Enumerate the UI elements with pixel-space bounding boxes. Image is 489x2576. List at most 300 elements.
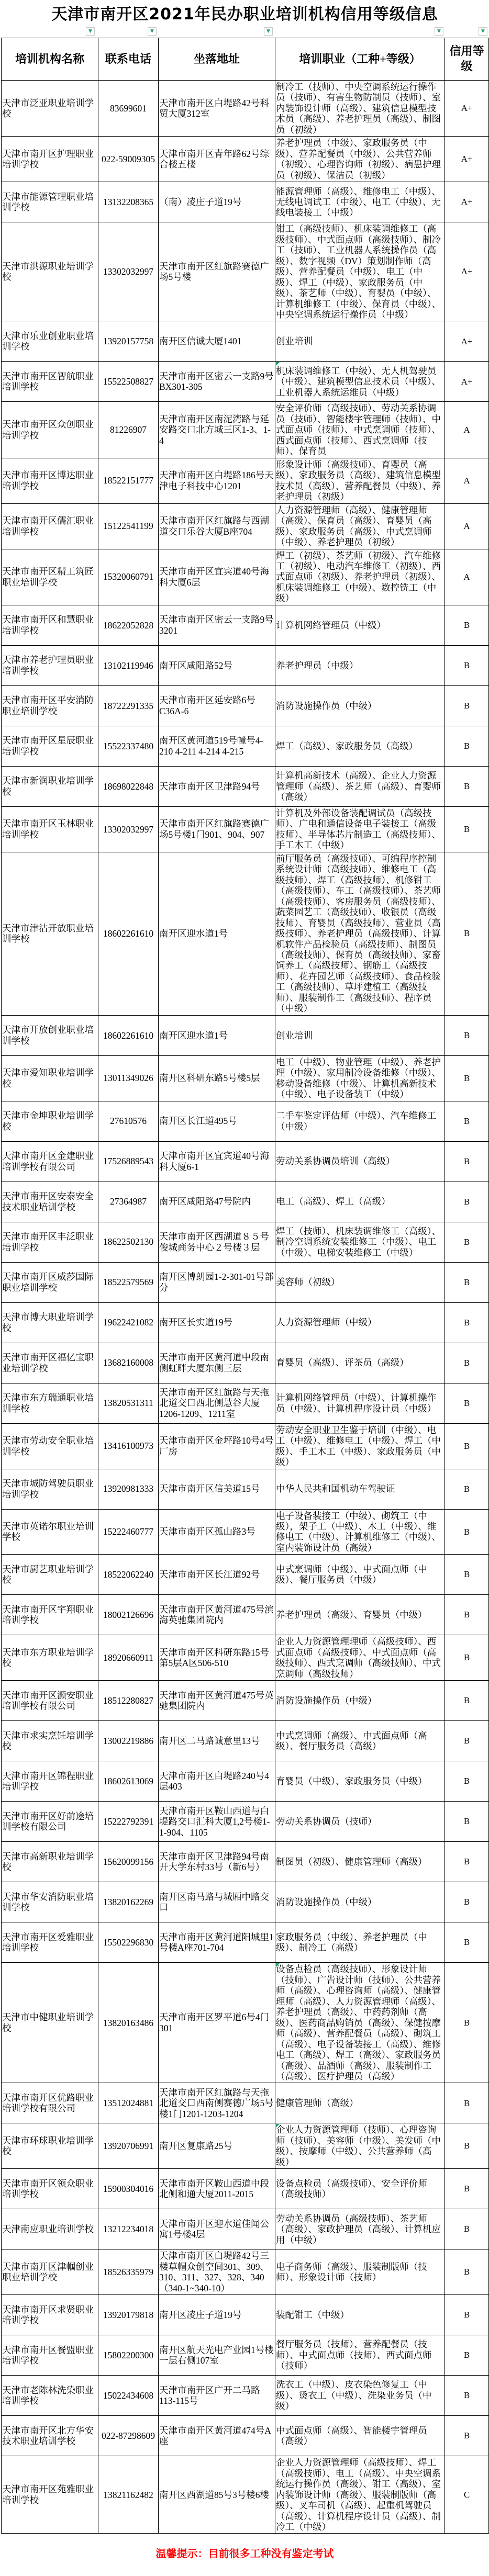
institution-name: 天津市南开区精工筑匠职业培训学校 xyxy=(2,549,98,605)
training-occupations: 电工（高级）、焊工（高级） xyxy=(275,1182,445,1222)
credit-rating-badge: B xyxy=(445,852,489,1015)
credit-rating-badge: A+ xyxy=(445,137,489,182)
institution-name: 天津市南开区丰泛职业培训学校 xyxy=(2,1222,98,1262)
credit-rating-badge: B xyxy=(445,1182,489,1222)
credit-rating-badge: B xyxy=(445,1383,489,1423)
training-occupations: 计算机网络管理员（中级） xyxy=(275,605,445,645)
table-row xyxy=(2,2456,489,2534)
filter-dropdown-icon: ▼ xyxy=(88,29,92,34)
institution-name: 天津市南开区护理职业培训学校 xyxy=(2,137,98,182)
contact-phone: 18622502130 xyxy=(98,1222,159,1262)
table-row xyxy=(2,1922,489,1963)
filter-dropdown-icon: ▼ xyxy=(437,29,441,34)
contact-phone: 83699601 xyxy=(98,81,159,137)
table-row xyxy=(2,1802,489,1842)
training-occupations: 创业培训 xyxy=(275,321,445,362)
address: 天津市南开区密云一支路9号BX301-305 xyxy=(159,362,275,402)
page-title: 天津市南开区2021年民办职业培训机构信用等级信息 xyxy=(51,5,438,24)
table-row xyxy=(2,549,489,605)
table-row xyxy=(2,766,489,806)
training-occupations: 安全评价师（高级技师）、劳动关系协调员（技师）、智能楼宇管理师（技师）、中式面点师（技师）、中式烹调师（技师）、西式面点师（技师）、西式烹调师（技师）、保育员 xyxy=(275,402,445,458)
institution-name: 天津市南开区儒汇职业培训学校 xyxy=(2,503,98,549)
table-row xyxy=(2,2209,489,2249)
credit-rating-badge: A+ xyxy=(445,321,489,362)
institution-name: 天津市南开区优路职业培训学校有限公司 xyxy=(2,2083,98,2123)
contact-phone: 13920157758 xyxy=(98,321,159,362)
address: 天津市南开区延安路6号C36A-6 xyxy=(159,685,275,726)
institution-name: 天津市南开区领众职业培训学校 xyxy=(2,2169,98,2209)
table-row xyxy=(2,321,489,362)
table-row xyxy=(2,2335,489,2376)
contact-phone: 18522151777 xyxy=(98,458,159,503)
credit-rating-badge: B xyxy=(445,1302,489,1343)
contact-phone: 022-87298609 xyxy=(98,2416,159,2456)
table-row xyxy=(2,1842,489,1882)
table-row xyxy=(2,1015,489,1055)
address: 南开区航天光电产业园1号楼一层右侧107室 xyxy=(159,2335,275,2376)
address: 天津市南开区罗平道6号4门301 xyxy=(159,1963,275,2083)
training-occupations: 人力资源管理师（高级）、健康管理师（高级）、保育员（高级）、育婴员（高级）、家政服务员（高级）、中式烹调师（中级）、养老护理员（初级） xyxy=(275,503,445,549)
institution-name: 天津市南开区苑雅职业培训学校 xyxy=(2,2456,98,2534)
table-row xyxy=(2,1761,489,1802)
institution-name: 天津市泛亚职业培训学校 xyxy=(2,81,98,137)
header-row xyxy=(2,38,489,81)
filter-button-phone[interactable] xyxy=(148,27,157,36)
address: 天津市南开区白堤路186号天津电子科技中心1201 xyxy=(159,458,275,503)
address: 天津市南开区宜宾道40号海科大厦6层 xyxy=(159,549,275,605)
training-occupations: 创业培训 xyxy=(275,1015,445,1055)
institution-name: 天津市爱知职业培训学校 xyxy=(2,1055,98,1101)
credit-rating-badge: B xyxy=(445,2083,489,2123)
credit-rating-badge: B xyxy=(445,2249,489,2295)
credit-rating-badge: B xyxy=(445,1423,489,1469)
table-row xyxy=(2,1469,489,1509)
contact-phone: 13002219886 xyxy=(98,1721,159,1761)
filter-bar xyxy=(1,27,488,38)
credit-rating-badge: B xyxy=(445,2209,489,2249)
contact-phone: 13820163486 xyxy=(98,1963,159,2083)
address: 天津市南开区西湖道８５号俊城商务中心２号楼３层 xyxy=(159,1222,275,1262)
credit-rating-badge: B xyxy=(445,2169,489,2209)
training-occupations: 企业人力资源管理师（高级技师）、焊工（高级技师）、电工（高级）、中央空调系统运行操作员（高级）、钳工（高级）、室内装饰设计师（高级）、服装制版师（高级）、叉车司机（高级）、起重机驾驶员（高级）、计算机程序设计员（高级）、制冷工（中级） xyxy=(275,2456,445,2534)
header-address: 坐落地址 xyxy=(159,38,275,81)
table-row xyxy=(2,1383,489,1423)
table-row xyxy=(2,458,489,503)
institution-name: 天津市南开区爱雅职业培训学校 xyxy=(2,1922,98,1963)
address: 天津市南开区红旗路与天拖北道交口西南侧赛德广场5号楼1门1201-1203-1204 xyxy=(159,2083,275,2123)
contact-phone: 18522579569 xyxy=(98,1262,159,1302)
table-row xyxy=(2,2083,489,2123)
credit-rating-badge: B xyxy=(445,2123,489,2169)
table-row xyxy=(2,1882,489,1922)
contact-phone: 15022434608 xyxy=(98,2376,159,2416)
institution-name: 天津市开放创业职业培训学校 xyxy=(2,1015,98,1055)
credit-rating-badge: B xyxy=(445,1635,489,1681)
table-row xyxy=(2,2249,489,2295)
contact-phone: 15222792391 xyxy=(98,1802,159,1842)
contact-phone: 18602613069 xyxy=(98,1761,159,1802)
training-occupations: 钳工（高级技师）、机床装调维修工（高级技师）、中式面点师（高级技师）、制冷工（技师）、工业机器人系统操作员（高级）、数字视频（DV）策划制作师（高级）、营养配餐员（中级）、电工（中级）、焊工（中级）、家政服务员（中级）、茶艺师（中级）、育婴员（中级）、计算机维修工（中级）、保育员（中级）、中央空调系统运行操作员（中级） xyxy=(275,222,445,321)
credit-rating-badge: B xyxy=(445,806,489,852)
institution-name: 天津市津沽开放职业培训学校 xyxy=(2,852,98,1015)
header-credit-rating: 信用等级 xyxy=(445,38,489,81)
training-occupations: 消防设施操作员（中级） xyxy=(275,1882,445,1922)
training-occupations: 健康管理师（高级） xyxy=(275,2083,445,2123)
institution-name: 天津市东方职业培训学校 xyxy=(2,1635,98,1681)
address: 天津市南开区红旗路与天拖北道交口西北侧慧谷大厦1206-1209、1211室 xyxy=(159,1383,275,1423)
training-occupations: 电工（中级）、物业管理（中级）、养老护理（中级）、家用制冷设备维修（中级）、移动设备维修（中级）、计算机高新技术（中级）、电子设备装工（中级） xyxy=(275,1055,445,1101)
address: 南开区科研东路5号楼5层 xyxy=(159,1055,275,1101)
table-row xyxy=(2,503,489,549)
contact-phone: 27610576 xyxy=(98,1101,159,1141)
address: 天津市南开区黄河道阳城里1号楼A座701-704 xyxy=(159,1922,275,1963)
credit-rating-badge: B xyxy=(445,1015,489,1055)
training-occupations: 能源管理师（高级）、维修电工（中级）、无线电调试工（中级）、电工（中级）、无线电装接工（中级） xyxy=(275,182,445,222)
credit-rating-badge: B xyxy=(445,1761,489,1802)
institution-name: 天津市老陈林洗染职业培训学校 xyxy=(2,2376,98,2416)
address: 天津市南开区鞍山西道中段北侧和通大厦2011-2015 xyxy=(159,2169,275,2209)
contact-phone: 13102119946 xyxy=(98,645,159,685)
address: 天津市南开区宜宾道40号海科大厦6-1 xyxy=(159,1141,275,1182)
credit-rating-badge: B xyxy=(445,766,489,806)
address: 天津市南开区鞍山西道与白堤路交口汇科大厦1,2号楼1-1-904、1105 xyxy=(159,1802,275,1842)
table-row xyxy=(2,1101,489,1141)
contact-phone: 15222460777 xyxy=(98,1509,159,1555)
institution-name: 天津市南开区安泰安全技术职业培训学校 xyxy=(2,1182,98,1222)
credit-rating-badge: B xyxy=(445,605,489,645)
credit-rating-badge: B xyxy=(445,1922,489,1963)
institution-name: 天津市华安消防职业培训学校 xyxy=(2,1882,98,1922)
training-occupations: 制图员（初级）、健康管理师（高级） xyxy=(275,1842,445,1882)
credit-rating-badge: B xyxy=(445,2335,489,2376)
table-row xyxy=(2,1141,489,1182)
filter-dropdown-icon: ▼ xyxy=(150,29,154,34)
address: 天津市南开区红旗路赛德广场5号楼 xyxy=(159,222,275,321)
training-occupations: 劳动关系协调员培训（高级） xyxy=(275,1141,445,1182)
address: 天津市南开区黄河道474号A座 xyxy=(159,2416,275,2456)
credit-rating-badge: A+ xyxy=(445,81,489,137)
training-occupations: 装配钳工（中级） xyxy=(275,2295,445,2335)
training-occupations: 消防设施操作员（中级） xyxy=(275,685,445,726)
training-occupations: 劳动关系协调员（技师） xyxy=(275,1802,445,1842)
header-contact-phone: 联系电话 xyxy=(98,38,159,81)
institution-name: 天津市博大职业培训学校 xyxy=(2,1302,98,1343)
address: 天津市南开区迎水道佳闻公寓1号楼4层 xyxy=(159,2209,275,2249)
header-training-occupation: 培训职业（工种+等级） xyxy=(275,38,445,81)
address: 南开区迎水道1号 xyxy=(159,852,275,1015)
address: 天津市南开区黄河道中段南侧虹畔大厦东侧三层 xyxy=(159,1343,275,1383)
address: 天津市南开区青年路62号综合楼五楼 xyxy=(159,137,275,182)
credit-rating-badge: A+ xyxy=(445,362,489,402)
institution-name: 天津市乐业创业职业培训学校 xyxy=(2,321,98,362)
training-occupations: 中华人民共和国机动车驾驶证 xyxy=(275,1469,445,1509)
table-row xyxy=(2,2123,489,2169)
credit-rating-badge: B xyxy=(445,1469,489,1509)
contact-phone: 13682160008 xyxy=(98,1343,159,1383)
address: 天津市南开区密云一支路9号3201 xyxy=(159,605,275,645)
address: 南开区长江道495号 xyxy=(159,1101,275,1141)
contact-phone: 13920706991 xyxy=(98,2123,159,2169)
credit-rating-badge: B xyxy=(445,1595,489,1635)
table-row xyxy=(2,1222,489,1262)
training-occupations: 养老护理员（高级）、育婴员（中级） xyxy=(275,1595,445,1635)
institution-name: 天津市南开区津帼创业职业培训学校 xyxy=(2,2249,98,2295)
notice-text: 温馨提示：目前很多工种没有鉴定考试 xyxy=(155,2547,334,2560)
institution-name: 天津市英诺尔职业培训学校 xyxy=(2,1509,98,1555)
contact-phone: 27364987 xyxy=(98,1182,159,1222)
address: 南开区复康路25号 xyxy=(159,2123,275,2169)
table-row xyxy=(2,182,489,222)
contact-phone: 18522062240 xyxy=(98,1555,159,1595)
credit-rating-badge: B xyxy=(445,2376,489,2416)
contact-phone: 15802200300 xyxy=(98,2335,159,2376)
credit-rating-badge: A+ xyxy=(445,222,489,321)
table-row xyxy=(2,645,489,685)
filter-dropdown-icon: ▼ xyxy=(481,29,485,34)
institution-name: 天津市新润职业培训学校 xyxy=(2,766,98,806)
address: 南开区长实道19号 xyxy=(159,1302,275,1343)
contact-phone: 15522337480 xyxy=(98,726,159,766)
table-row xyxy=(2,806,489,852)
institution-name: 天津市南开区金建职业培训学校有限公司 xyxy=(2,1141,98,1182)
address: 天津市南开区黄河道475号英驰集团院内 xyxy=(159,1681,275,1721)
institution-name: 天津市南开区智航职业培训学校 xyxy=(2,362,98,402)
training-occupations: 劳动关系协调员（高级技师）、茶艺师（高级）、家政护理员（高级）、计算机应用（中级） xyxy=(275,2209,445,2249)
training-occupations: 美容师（初级） xyxy=(275,1262,445,1302)
contact-phone: 18602261610 xyxy=(98,852,159,1015)
table-row xyxy=(2,1262,489,1302)
contact-phone: 13821162482 xyxy=(98,2456,159,2534)
institution-name: 天津市南开区玉林职业培训学校 xyxy=(2,806,98,852)
table-row xyxy=(2,362,489,402)
filter-button-rating[interactable] xyxy=(479,27,487,36)
training-occupations: 前厅服务员（高级技师）、可编程序控制系统设计师（高级技师）、维修电工（高级技师）、焊工（高级技师）、机修钳工（高级技师）、车工（高级技师）、茶艺师（高级技师）、客房服务员（高级技师）、蔬菜园艺工（高级技师）、收银员（高级技师）、育婴员（高级技师）、营业员（高级技师）、养老护理员（高级技师）、计算机软件产品检验员（高级技师）、制图员（高级技师）、保育员（高级技师）、家畜饲养工（高级技师）、钢筋工（高级技师）、花卉园艺师（高级技师）、食品检验工（高级技师）、草坪建植工（高级技师）、服装制作工（高级技师）、程序员（中级） xyxy=(275,852,445,1015)
training-occupations: 机床装调维修工（中级）、无人机驾驶员（中级）、建筑模型信息技术员（中级）、工业机器人系统运维员（中级） xyxy=(275,362,445,402)
filter-dropdown-icon: ▼ xyxy=(266,29,270,34)
rating-table xyxy=(1,38,489,2534)
table-row xyxy=(2,81,489,137)
training-occupations: 设备点检员（高级技师）、安全评价师（高级技师） xyxy=(275,2169,445,2209)
training-occupations: 企业人力资源管理理师（高级技师）、西式面点师（高级技师）、中式面点师（高级技师）、西式烹调师（高级技师）、中式烹调师（高级技师） xyxy=(275,1635,445,1681)
contact-phone: 15900304016 xyxy=(98,2169,159,2209)
table-row xyxy=(2,1635,489,1681)
contact-phone: 15502296830 xyxy=(98,1922,159,1963)
address: 南开区南马路与城厢中路交口 xyxy=(159,1882,275,1922)
table-row xyxy=(2,685,489,726)
header-institution-name: 培训机构名称 xyxy=(2,38,98,81)
credit-rating-badge: B xyxy=(445,1141,489,1182)
training-occupations: 焊工（高级）、家政服务员（高级） xyxy=(275,726,445,766)
institution-name: 天津市南开区求贤职业培训学校 xyxy=(2,2295,98,2335)
training-occupations: 焊工（技师）、机床装调维修工（高级）、制冷空调系统安装维修工（中级）、电工（中级）、电梯安装维修工（中级） xyxy=(275,1222,445,1262)
institution-name: 天津市东方瑞通职业培训学校 xyxy=(2,1383,98,1423)
contact-phone: 18920660911 xyxy=(98,1635,159,1681)
address: 天津市南开区红旗路赛德广场5号楼1门901、904、907 xyxy=(159,806,275,852)
credit-rating-badge: B xyxy=(445,1101,489,1141)
address: 天津市南开区科研东路15号第5层A区506-510 xyxy=(159,1635,275,1681)
training-occupations: 养老护理员（中级）、家政服务员（中级）、营养配餐员（中级）、公共营养师（初级）、心理咨询师（初级）、病患护理员（初级）、保洁员（初级） xyxy=(275,137,445,182)
credit-rating-badge: B xyxy=(445,1882,489,1922)
contact-phone: 18512280827 xyxy=(98,1681,159,1721)
training-occupations: 洗衣工（中级）、皮衣染色修复工（中级）、烫衣工（中级）、洗染业务员（中级） xyxy=(275,2376,445,2416)
table-row xyxy=(2,852,489,1015)
address: 天津市南开区白堤路42号科贸大厦312室 xyxy=(159,81,275,137)
credit-rating-badge: B xyxy=(445,1555,489,1595)
institution-name: 天津市厨艺职业培训学校 xyxy=(2,1555,98,1595)
contact-phone: 13512024881 xyxy=(98,2083,159,2123)
credit-rating-badge: B xyxy=(445,726,489,766)
training-occupations: 中式面点师（高级）、智能楼宇管理员（高级） xyxy=(275,2416,445,2456)
address: 南开区黄河道519号幢号4-210 4-211 4-214 4-215 xyxy=(159,726,275,766)
credit-rating-badge: A+ xyxy=(445,182,489,222)
institution-name: 天津南应职业培训学校 xyxy=(2,2209,98,2249)
institution-name: 天津市高新职业培训学校 xyxy=(2,1842,98,1882)
institution-name: 天津市劳动安全职业培训学校 xyxy=(2,1423,98,1469)
institution-name: 天津市南开区星辰职业培训学校 xyxy=(2,726,98,766)
institution-name: 天津市环球职业培训学校 xyxy=(2,2123,98,2169)
contact-phone: 15320060791 xyxy=(98,549,159,605)
address: 天津市南开区红旗路与西湖道交口乐谷大厦B座704 xyxy=(159,503,275,549)
table-row xyxy=(2,1343,489,1383)
institution-name: 天津市城防驾驶员职业培训学校 xyxy=(2,1469,98,1509)
contact-phone: 13920981333 xyxy=(98,1469,159,1509)
institution-name: 天津市南开区威莎国际职业培训学校 xyxy=(2,1262,98,1302)
address: 天津市南开区白堤路42号三楼草帽众创空间301、309、310、311、327、328、340（340-1~340-10） xyxy=(159,2249,275,2295)
institution-name: 天津市南开区餐盟职业培训学校 xyxy=(2,2335,98,2376)
table-row xyxy=(2,1963,489,2083)
institution-name: 天津市南开区众创职业培训学校 xyxy=(2,402,98,458)
training-occupations: 设备点检员（高级技师）、形象设计师（技师）、广告设计师（技师）、公共营养师（高级）、心理咨询师（高级）、健康管理师（高级）、人力资源管理师（高级）、养老护理员（高级）、中药药剂师（高级）、医药商品购销员（高级）、保健按摩师（高级）、营养配餐员（高级）、砌筑工（高级）、电子设备装接工（高级）、维修电工（高级）、焊工（高级）、家政服务员（高级）、品酒师（高级）、服装制作工（高级）、医疗护理员（高级） xyxy=(275,1963,445,2083)
credit-rating-badge: A xyxy=(445,503,489,549)
table-row xyxy=(2,605,489,645)
training-occupations: 消防设施操作员（中级） xyxy=(275,1681,445,1721)
table-row xyxy=(2,2416,489,2456)
contact-phone: 022-59009305 xyxy=(98,137,159,182)
contact-phone: 13302032997 xyxy=(98,222,159,321)
address: 南开区咸阳路47号院内 xyxy=(159,1182,275,1222)
credit-rating-badge: B xyxy=(445,1963,489,2083)
training-occupations: 二手车鉴定评估师（中级）、汽车维修工（中级） xyxy=(275,1101,445,1141)
credit-rating-badge: B xyxy=(445,2295,489,2335)
address: 南开区二马路诚意里13号 xyxy=(159,1721,275,1761)
address: 南开区博朗园1-2-301-01号部分 xyxy=(159,1262,275,1302)
institution-name: 天津市南开区福亿宝职业培训学校 xyxy=(2,1343,98,1383)
filter-button-occupation[interactable] xyxy=(435,27,443,36)
contact-phone: 18622052828 xyxy=(98,605,159,645)
contact-phone: 15522508827 xyxy=(98,362,159,402)
table-row xyxy=(2,1509,489,1555)
credit-rating-badge: C xyxy=(445,2456,489,2534)
address: 天津市南开区信美道15号 xyxy=(159,1469,275,1509)
filter-button-institution[interactable] xyxy=(86,27,95,36)
table-row xyxy=(2,726,489,766)
training-occupations: 餐厅服务员（技师）、营养配餐员（技师）、中式面点师（技师）、西式面点师（技师） xyxy=(275,2335,445,2376)
table-body xyxy=(2,81,489,2534)
address: 天津市南开区黄河道475号滨海英驰集团院内 xyxy=(159,1595,275,1635)
credit-rating-badge: B xyxy=(445,645,489,685)
address: 天津市南开区卫津路94号 xyxy=(159,766,275,806)
training-occupations: 电子商务师（高级）、服装制版师（技师）、形象设计师（技师） xyxy=(275,2249,445,2295)
address: 南开区咸阳路52号 xyxy=(159,645,275,685)
contact-phone: 13416100973 xyxy=(98,1423,159,1469)
institution-name: 天津市南开区宇翔职业培训学校 xyxy=(2,1595,98,1635)
institution-name: 天津市金坤职业培训学校 xyxy=(2,1101,98,1141)
training-occupations: 养老护理员（中级） xyxy=(275,645,445,685)
credit-rating-badge: A xyxy=(445,402,489,458)
training-occupations: 焊工（初级）、茶艺师（初级）、汽车维修工（初级）、电动汽车维修工（初级）、西式面点师（初级）、养老护理员（初级）、机床装调维修工（中级）、数控铣工（中级） xyxy=(275,549,445,605)
credit-rating-badge: B xyxy=(445,1681,489,1721)
credit-rating-badge: A xyxy=(445,549,489,605)
contact-phone: 18698022848 xyxy=(98,766,159,806)
credit-rating-badge: B xyxy=(445,1055,489,1101)
credit-rating-badge: B xyxy=(445,1509,489,1555)
contact-phone: 18722291335 xyxy=(98,685,159,726)
address: 天津市南开区南泥湾路与延安路交口北方城三区1-3、1-4 xyxy=(159,402,275,458)
table-row xyxy=(2,1423,489,1469)
table-row xyxy=(2,1595,489,1635)
credit-rating-badge: B xyxy=(445,1802,489,1842)
institution-name: 天津市能源管理职业培训学校 xyxy=(2,182,98,222)
credit-rating-badge: B xyxy=(445,685,489,726)
table-row xyxy=(2,1555,489,1595)
address: 天津市南开区长江道92号 xyxy=(159,1555,275,1595)
training-occupations: 计算机网络管理员（中级）、计算机操作员（中级）、计算机程序设计员（中级） xyxy=(275,1383,445,1423)
contact-phone: 13132208365 xyxy=(98,182,159,222)
table-row xyxy=(2,2295,489,2335)
training-occupations: 人力资源管理师（中级） xyxy=(275,1302,445,1343)
address: 南开区凌庄子道19号 xyxy=(159,2295,275,2335)
training-occupations: 中式烹调师（中级）、中式面点师（中级）、餐厅服务员（中级） xyxy=(275,1555,445,1595)
credit-rating-badge: B xyxy=(445,1343,489,1383)
address: （南）凌庄子道19号 xyxy=(159,182,275,222)
institution-name: 天津市南开区好前途培训学校有限公司 xyxy=(2,1802,98,1842)
institution-name: 天津市南开区和慧职业培训学校 xyxy=(2,605,98,645)
institution-name: 天津市洪源职业培训学校 xyxy=(2,222,98,321)
table-row xyxy=(2,1681,489,1721)
contact-phone: 18602261610 xyxy=(98,1015,159,1055)
table-row xyxy=(2,1055,489,1101)
training-occupations: 制冷工（技师）、中央空调系统运行操作员（技师）、有害生物防制员（技师）、室内装饰设计师（高级）、建筑信息模型技术员（高级）、养老护理员（高级）、制图员（初级） xyxy=(275,81,445,137)
address: 天津市南开区孤山路3号 xyxy=(159,1509,275,1555)
address: 天津市南开区金坪路10号4号厂房 xyxy=(159,1423,275,1469)
training-occupations: 育婴员（中级）、家政服务员（中级） xyxy=(275,1761,445,1802)
filter-button-address[interactable] xyxy=(264,27,273,36)
training-occupations: 育婴员（高级）、评茶员（高级） xyxy=(275,1343,445,1383)
table-row xyxy=(2,1302,489,1343)
table-row xyxy=(2,222,489,321)
contact-phone: 15122541199 xyxy=(98,503,159,549)
institution-name: 天津市南开区博达职业培训学校 xyxy=(2,458,98,503)
training-occupations: 计算机高新技术（高级）、企业人力资源管理师（高级）、茶艺师（高级）、育婴师（高级） xyxy=(275,766,445,806)
table-row xyxy=(2,2376,489,2416)
credit-rating-badge: B xyxy=(445,1262,489,1302)
contact-phone: 17526889543 xyxy=(98,1141,159,1182)
training-occupations: 计算机及外部设备装配调试员（高级技师）、广电和通信设备电子装接工（高级技师）、半导体芯片制造工（高级技师）、手工木工（中级） xyxy=(275,806,445,852)
address: 南开区信诚大厦1401 xyxy=(159,321,275,362)
institution-name: 天津市中健职业培训学校 xyxy=(2,1963,98,2083)
table-row xyxy=(2,1721,489,1761)
address: 天津市南开区卫津路94号南开大学东村33号（新6号） xyxy=(159,1842,275,1882)
table-row xyxy=(2,137,489,182)
training-occupations: 电子设备装接工（中级）、砌筑工（中级），架子工（中级）、木工（中级）、维修电工（中级）、计算机维修工（中级）、室内装饰设计员（高级） xyxy=(275,1509,445,1555)
credit-rating-badge: B xyxy=(445,1842,489,1882)
contact-phone: 13820162269 xyxy=(98,1882,159,1922)
table-row xyxy=(2,402,489,458)
contact-phone: 18002126696 xyxy=(98,1595,159,1635)
training-occupations: 形象设计师（高级技师）、育婴员（高级）、家政服务员（高级）、建筑信息模型技术员（高级）、营养配餐员（中级）、养老护理员（初级） xyxy=(275,458,445,503)
address: 南开区西湖道85号3号楼6楼 xyxy=(159,2456,275,2534)
training-occupations: 劳动安全职业卫生鉴于培训（中级）、电工（中级）、维修电工（中级）、焊工（中级）、手工木工（中级）、家政服务员（中级） xyxy=(275,1423,445,1469)
